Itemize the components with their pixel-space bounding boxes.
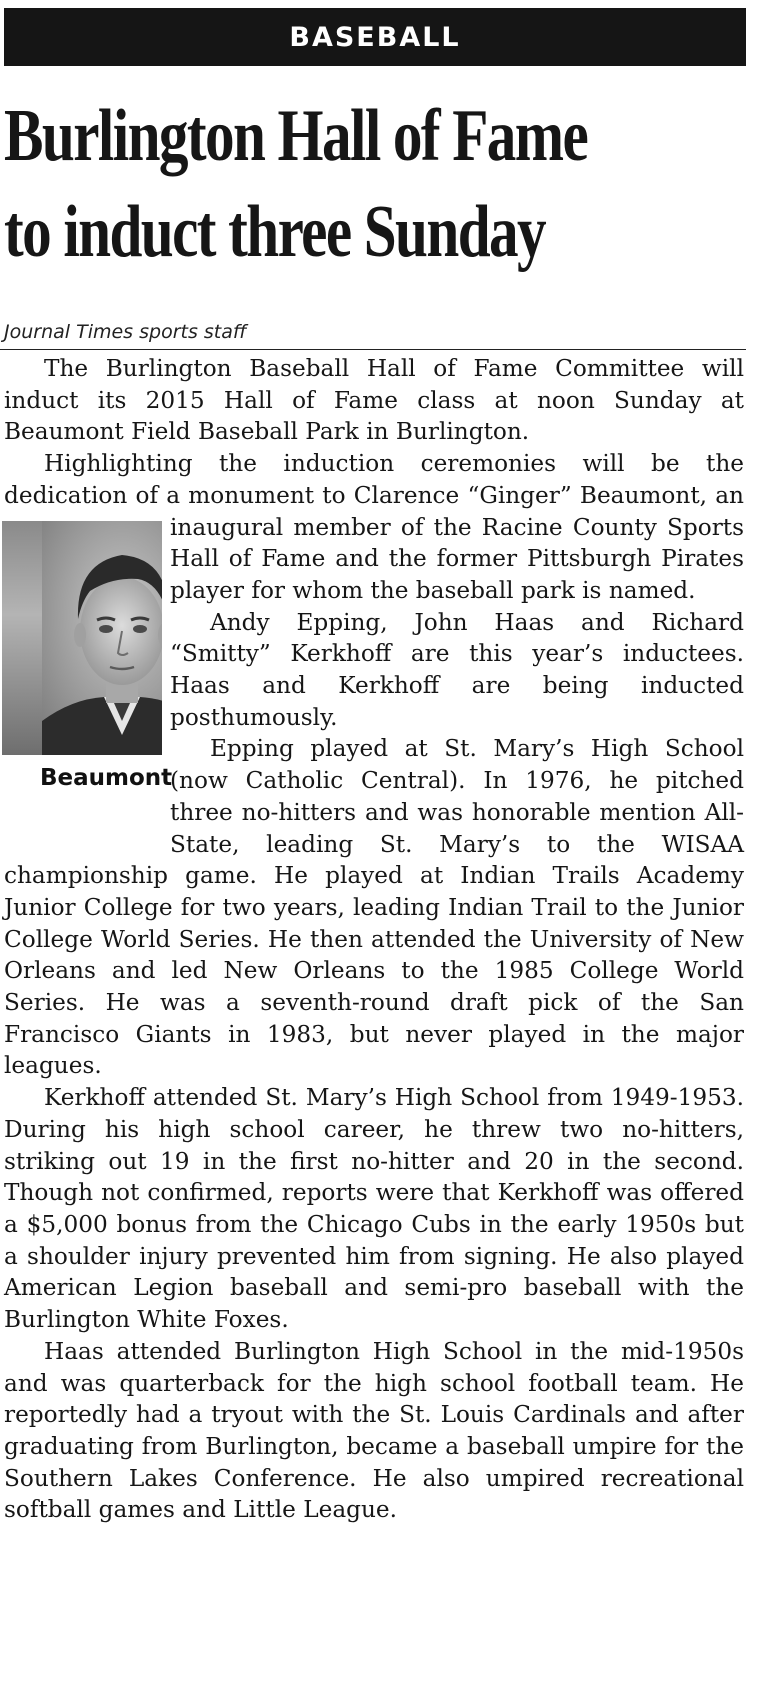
photo-block (0, 521, 173, 841)
paragraph-1: The Burlington Baseball Hall of Fame Committee will induct its 2015 Hall of Fame class at noon Sunday at Beaumont Field Baseball Park in Burlington. (4, 355, 744, 446)
headline-line-2: to induct three Sunday (4, 191, 546, 273)
article-body (4, 353, 744, 1526)
section-banner: BASEBALL (4, 8, 746, 66)
byline: Journal Times sports staff (4, 321, 247, 343)
photo-caption: Beaumont (40, 764, 173, 791)
headline (4, 88, 596, 280)
paragraph-5: Kerkhoff attended St. Mary’s High School from 1949-1953. During his high school career, he threw two no-hitters, striking out 19 in the first no-hitter and 20 in the second. Though not confirmed, reports were that Kerkhoff was offered a $5,000 bonus from the Chicago Cubs in the early 1950s but a shoulder injury prevented him from signing. He also played American Legion baseball and semi-pro baseball with the Burlington White Foxes. (4, 1084, 744, 1334)
paragraph-3: Andy Epping, John Haas and Richard “Smitty” Kerkhoff are this year’s inductees. Haas and Kerkhoff are being inducted posthumously. (170, 608, 744, 731)
byline-rule (0, 349, 746, 350)
paragraph-2-continued: Hall of Fame and the former Pittsburgh Pirates player for whom the baseball park is named. (170, 545, 744, 604)
portrait-illustration (42, 521, 162, 755)
paragraph-6: Haas attended Burlington High School in the mid-1950s and was quarterback for the high school football team. He reportedly had a tryout with the St. Louis Cardinals and after graduating from Burlington, became a baseball umpire for the Southern Lakes Conference. He also umpired recreational softball games and Little League. (4, 1337, 744, 1524)
headline-line-1: Burlington Hall of Fame (4, 95, 588, 177)
portrait-photo (2, 521, 162, 755)
paragraph-4: Epping played at St. Mary’s High School (now Catholic Central). In 1976, he pitched three no-hitters and was honorable mention All-State, leading St. Mary’s to the WISAA championship game. He played at Indian Trails Academy Junior College for two years, leading Indian Trail to the Junior College World Series. He then attended the University of New Orleans and led New Orleans to the 1985 College World Series. He was a seventh-round draft pick of the San Francisco Giants in 1983, but never played in the major leagues. (4, 735, 744, 1080)
paragraph-2-text: Highlighting the induction ceremonies will be the dedication of a monument to Clarence “Ginger” Beaumont, an inaugural member of the Racine County Sports (4, 450, 744, 541)
